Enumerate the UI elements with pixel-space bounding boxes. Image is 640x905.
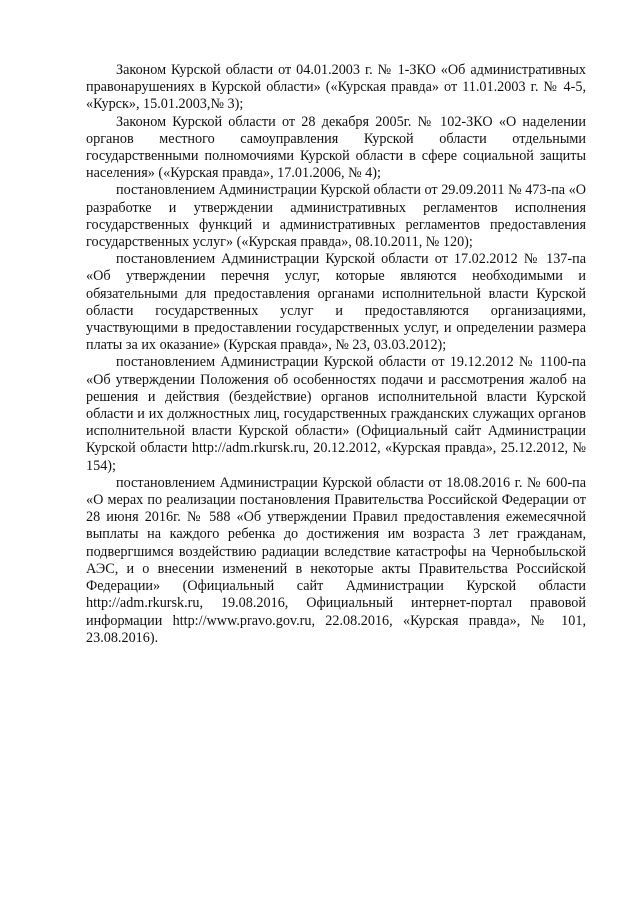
paragraph-law-social-protection-powers: Законом Курской области от 28 декабря 2005г. № 102-ЗКО «О наделении органов местного самоуправления Курской области отдельными государственными полномочиями Курской области в сфере социальной защиты населения» («Курская правда», 17.01.2006, № 4); [86,113,586,182]
paragraph-resolution-473: постановлением Администрации Курской области от 29.09.2011 № 473-па «О разработке и утверждении административных регламентов исполнения государственных функций и административных регламентов предоставления государственных услуг» («Курская правда», 08.10.2011, № 120); [86,182,586,251]
paragraph-resolution-137: постановлением Администрации Курской области от 17.02.2012 № 137-па «Об утверждении перечня услуг, которые являются необходимыми и обязательными для предоставления органами исполнительной власти Курской области государственных услуг и предоставляются организациями, участвующими в предоставлении государственных услуг, и определении размера платы за их оказание» (Курская правда», № 23, 03.03.2012); [86,251,586,354]
paragraph-law-administrative-offenses: Законом Курской области от 04.01.2003 г. № 1-ЗКО «Об административных правонарушениях в Курской области» («Курская правда» от 11.01.2003 г. № 4-5, «Курск», 15.01.2003,№ 3); [86,62,586,113]
paragraph-resolution-1100: постановлением Администрации Курской области от 19.12.2012 № 1100-па «Об утверждении Положения об особенностях подачи и рассмотрения жалоб на решения и действия (бездействие) органов исполнительной власти Курской области и их должностных лиц, государственных гражданских служащих органов исполнительной власти Курской области» (Официальный сайт Администрации Курской области http://adm.rkursk.ru, 20.12.2012, «Курская правда», 25.12.2012, № 154); [86,354,586,474]
paragraph-resolution-600: постановлением Администрации Курской области от 18.08.2016 г. № 600-па «О мерах по реализации постановления Правительства Российской Федерации от 28 июня 2016г. № 588 «Об утверждении Правил предоставления ежемесячной выплаты на каждого ребенка до достижения им возраста 3 лет гражданам, подвергшимся воздействию радиации вследствие катастрофы на Чернобыльской АЭС, и о внесении изменений в некоторые акты Правительства Российской Федерации» (Официальный сайт Администрации Курской области http://adm.rkursk.ru, 19.08.2016, Официальный интернет-портал правовой информации http://www.pravo.gov.ru, 22.08.2016, «Курская правда», № 101, 23.08.2016). [86,474,586,646]
document-page [86,62,586,647]
